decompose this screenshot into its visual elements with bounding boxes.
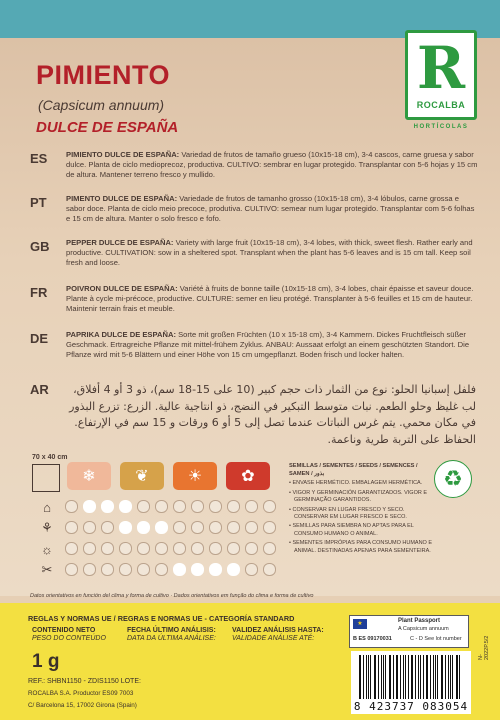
- plant-passport: [349, 615, 469, 648]
- lang-code: ES: [30, 151, 48, 166]
- seeds-item-text: CONSERVAR EN LUGAR FRESCO Y SECO. CONSERVAR EM LUGAR FRESCO E SECO.: [292, 506, 407, 521]
- lang-code: PT: [30, 195, 47, 210]
- month-dot: [245, 521, 258, 534]
- month-dot: [173, 563, 186, 576]
- month-dot: [83, 542, 96, 555]
- month-dot: [227, 521, 240, 534]
- brand-subtitle: HORTÍCOLAS: [413, 124, 469, 130]
- snowflake-icon: ❄: [67, 462, 111, 490]
- lang-code: DE: [30, 331, 49, 346]
- lang-description: [66, 238, 480, 268]
- lang-body: Variety with large fruit (10x15-18 cm), 3-4 lobes, with thick, sweet flesh. Rather early and productive. CULTIVATION: sow in a sheltered spot. Transplant when the plant has 5-6 leaves and is 15 cm tall. Keep soil fresh and loose.: [66, 238, 473, 267]
- month-dot: [245, 500, 258, 513]
- seeds-item-text: VIGOR Y GERMINACIÓN GARANTIZADOS. VIGOR E GERMINAÇÃO GARANTIDOS.: [292, 489, 428, 504]
- month-dot: [155, 563, 168, 576]
- barcode-bar: [452, 655, 453, 699]
- passport-species: A Capsicum annuum: [398, 626, 449, 632]
- lang-body: Sorte mit großen Früchten (10 x 15-18 cm), 3-4 Kammern. Dickes Fruchtfleisch süßer Geschmack. Ertragreiche Pflanze mit mittel-frühem Zyklus. ANBAU: Aussaat erfolgt an einem geschützten Standort. Die Pflanze wird mit 5-6 Blättern und einer Höhe von 15 cm umgepflanzt. Boden frisch und locker halten.: [66, 330, 470, 359]
- lang-description: [66, 284, 480, 314]
- content-label-pt: PESO DO CONTEÚDO: [32, 635, 106, 643]
- product-title: PIMIENTO: [36, 60, 171, 90]
- validity-label: [232, 627, 324, 644]
- analysis-label: FECHA ÚLTIMO ANÁLISIS:: [127, 627, 216, 634]
- seeds-item-text: ENVASE HERMÉTICO. EMBALAGEM HERMÉTICA.: [292, 480, 423, 487]
- passport-producer-code: B ES 09170031: [353, 636, 392, 642]
- scientific-name: (Capsicum annuum): [38, 97, 165, 113]
- month-dot: [137, 542, 150, 555]
- passport-title: Plant Passport: [398, 618, 441, 624]
- lang-title: PIMENTO DULCE DE ESPAÑA:: [66, 194, 178, 203]
- harvest-icon: ✂: [41, 562, 53, 577]
- passport-lot: C - D See lot number: [410, 636, 462, 642]
- analysis-label-pt: DATA DA ÚLTIMA ANÁLISE:: [127, 635, 216, 643]
- calendar-row: [65, 563, 280, 576]
- lang-title: PAPRIKA DULCE DE ESPAÑA:: [66, 330, 176, 339]
- spacing-diagram: [32, 464, 60, 492]
- leaf-icon: ❦: [120, 462, 164, 490]
- seeds-item-text: SEMENTES IMPRÓPIAS PARA CONSUMO HUMANO E ANIMAL. DESTINADAS APENAS PARA SEMENTEIRA.: [292, 540, 433, 554]
- month-dot: [65, 563, 78, 576]
- seeds-item-text: SEMILLAS PARA SIEMBRA NO APTAS PARA EL CONSUMO HUMANO O ANIMAL.: [292, 523, 414, 537]
- producer-info: ROCALBA S.A. Productor ES09 7003: [28, 690, 134, 697]
- disclaimer: Datos orientativos en función del clima y forma de cultivo · Dados orientativos em função do clima e forma de cultivo: [30, 593, 314, 599]
- month-dot: [245, 542, 258, 555]
- barcode-bars: [359, 655, 463, 699]
- lang-title: POIVRON DULCE DE ESPAÑA:: [66, 284, 178, 293]
- month-dot: [263, 542, 276, 555]
- growing-calendar: [32, 454, 280, 591]
- net-content-label: [32, 627, 106, 644]
- month-dot: [65, 521, 78, 534]
- lang-title: PEPPER DULCE DE ESPAÑA:: [66, 238, 174, 247]
- month-dot: [119, 500, 132, 513]
- lang-description: [66, 150, 480, 180]
- month-dot: [263, 500, 276, 513]
- greenhouse-sowing-icon: ⌂: [43, 499, 51, 515]
- barcode-bar: [420, 655, 421, 699]
- recycle-icon: ♻: [434, 460, 472, 498]
- net-weight: 1 g: [32, 651, 60, 672]
- logo-mark: R: [416, 34, 466, 102]
- lang-code-ar: AR: [30, 382, 49, 397]
- month-dot: [101, 500, 114, 513]
- barcode: [351, 651, 471, 714]
- month-dot: [227, 542, 240, 555]
- maple-leaf-icon: ✿: [226, 462, 270, 490]
- month-dot: [119, 563, 132, 576]
- spacing-unit: cm: [57, 454, 68, 461]
- brand-logo: [405, 30, 477, 120]
- lang-code: FR: [30, 285, 48, 300]
- month-dot: [209, 521, 222, 534]
- producer-address: C/ Barcelona 15, 17002 Girona (Spain): [28, 702, 137, 709]
- lang-description: [66, 330, 480, 360]
- month-dot: [209, 500, 222, 513]
- eu-rules: REGLAS Y NORMAS UE / REGRAS E NORMAS UE - CATEGORÍA STANDARD: [28, 614, 295, 623]
- month-dot: [119, 521, 132, 534]
- barcode-number: 8 423737 083054: [353, 700, 469, 713]
- seeds-item: • SEMILLAS PARA SIEMBRA NO APTAS PARA EL CONSUMO HUMANO O ANIMAL.: [289, 523, 414, 537]
- lang-block-pt: [30, 194, 480, 224]
- barcode-bar: [378, 655, 379, 699]
- seeds-item: • VIGOR Y GERMINACIÓN GARANTIZADOS. VIGOR E GERMINAÇÃO GARANTIDOS.: [289, 489, 428, 504]
- month-dot: [209, 542, 222, 555]
- month-dot: [155, 500, 168, 513]
- seeds-heading: SEMILLAS / SEMENTES / SEEDS / SEMENCES / SAMEN / بذور: [289, 463, 418, 477]
- calendar-row: [65, 521, 280, 534]
- seeds-item: • ENVASE HERMÉTICO. EMBALAGEM HERMÉTICA.: [289, 480, 423, 487]
- eu-flag-icon: ★: [353, 619, 367, 629]
- month-dot: [191, 521, 204, 534]
- barcode-bar: [448, 655, 449, 699]
- month-dot: [263, 521, 276, 534]
- seeds-item: • CONSERVAR EN LUGAR FRESCO Y SECO. CONSERVAR EM LUGAR FRESCO E SECO.: [289, 506, 407, 521]
- barcode-bar: [363, 655, 364, 699]
- side-code: N-2022P.5/2: [478, 635, 490, 660]
- barcode-bar: [390, 655, 391, 699]
- brand-name: ROCALBA: [416, 100, 466, 110]
- month-dot: [83, 521, 96, 534]
- seeds-item: • SEMENTES IMPRÓPIAS PARA CONSUMO HUMANO E ANIMAL. DESTINADAS APENAS PARA SEMENTEIRA.: [289, 540, 433, 554]
- month-dot: [155, 521, 168, 534]
- month-dot: [83, 563, 96, 576]
- lang-description: [66, 194, 480, 224]
- barcode-bar: [412, 655, 413, 699]
- sun-icon: ☀: [173, 462, 217, 490]
- arabic-description: فلفل إسبانيا الحلو: نوع من الثمار ذات حجم كبير (10 على 15-18 سم)، ذو 3 أو 4 أفلاق، لب غليظ وحلو الطعم. نبات متوسط التبكير في النضج، ذو انتاجية عالية. الزرع: تزرع البذور في مكان محمي. يتم غرس النباتات عندما تصل إلى 5 أو 6 ورقات و 15 سم في الإرتفاع. الحفاظ على التربة طرية وناعمة.: [69, 383, 476, 446]
- month-dot: [137, 521, 150, 534]
- month-dot: [191, 542, 204, 555]
- month-dot: [227, 563, 240, 576]
- reference-lot: REF.: SHBN1150 - ZDIS1150 LOTE:: [28, 678, 141, 685]
- validity-label-text: VALIDEZ ANÁLISIS HASTA:: [232, 627, 324, 634]
- seeds-info: [289, 463, 439, 555]
- calendar-row: [65, 542, 280, 555]
- month-dot: [173, 542, 186, 555]
- barcode-bar: [427, 655, 428, 699]
- month-dot: [209, 563, 222, 576]
- lang-code: GB: [30, 239, 50, 254]
- month-dot: [137, 500, 150, 513]
- lang-body: Variedade de frutos de tamanho grosso (10x15-18 cm), 3-4 lóbulos, carne grossa e sabor doce. Planta de ciclo meio precoce, produtiva. CULTIVO: semear num lugar protegido. Transplantar com 5-6 folhas e 15 cm de altura. Manter o solo fresco e fofo.: [66, 194, 475, 223]
- lang-block-es: [30, 150, 480, 180]
- lang-body: Variété à fruits de bonne taille (10x15-18 cm), 3-4 lobes, chair épaisse et saveur douce. Plante à cycle mi-précoce, productive. CULTURE: semer en lieu protégé. Transplanter à 5-6 feuilles et 15 cm de hauteur. Maintenir terrain frais et meuble.: [66, 284, 474, 313]
- barcode-bar: [375, 655, 376, 699]
- month-dot: [263, 563, 276, 576]
- month-dot: [245, 563, 258, 576]
- month-dot: [65, 542, 78, 555]
- barcode-bar: [385, 655, 386, 699]
- month-dot: [101, 521, 114, 534]
- validity-label-pt: VALIDADE ANÁLISE ATÉ:: [232, 635, 315, 643]
- month-dot: [173, 500, 186, 513]
- analysis-date-label: [127, 627, 216, 644]
- month-dot: [191, 500, 204, 513]
- barcode-bar: [435, 655, 436, 699]
- month-dot: [101, 542, 114, 555]
- transplant-icon: ⚘: [41, 520, 53, 535]
- calendar-row: [65, 500, 280, 513]
- month-dot: [227, 500, 240, 513]
- barcode-bar: [368, 655, 369, 699]
- month-dot: [65, 500, 78, 513]
- lang-body: Variedad de frutos de tamaño grueso (10x15-18 cm), 3-4 cascos, carne gruesa y sabor dulce. Planta de ciclo medioprecoz, productiva. CULTIVO: sembrar en lugar protegido. Transplantar con 5-6 hojas y 15 cm de altura. Mantener terreno fresco y mullido.: [66, 150, 478, 179]
- content-label: CONTENIDO NETO: [32, 627, 96, 634]
- lang-block-gb: [30, 238, 480, 268]
- barcode-bar: [403, 655, 404, 699]
- month-dot: [101, 563, 114, 576]
- month-dot: [155, 542, 168, 555]
- variety-name: DULCE DE ESPAÑA: [36, 119, 179, 136]
- lang-title: PIMIENTO DULCE DE ESPAÑA:: [66, 150, 180, 159]
- lang-block-de: [30, 330, 480, 360]
- spacing-value: 70 x 40: [32, 454, 56, 461]
- barcode-bar: [459, 655, 460, 699]
- open-field-sowing-icon: ☼: [41, 541, 53, 557]
- barcode-bar: [397, 655, 398, 699]
- barcode-bar: [437, 655, 438, 699]
- month-dot: [83, 500, 96, 513]
- barcode-bar: [415, 655, 416, 699]
- month-dot: [137, 563, 150, 576]
- plant-spacing: [32, 454, 67, 461]
- month-dot: [119, 542, 132, 555]
- month-dot: [173, 521, 186, 534]
- month-dot: [191, 563, 204, 576]
- lang-block-fr: [30, 284, 480, 314]
